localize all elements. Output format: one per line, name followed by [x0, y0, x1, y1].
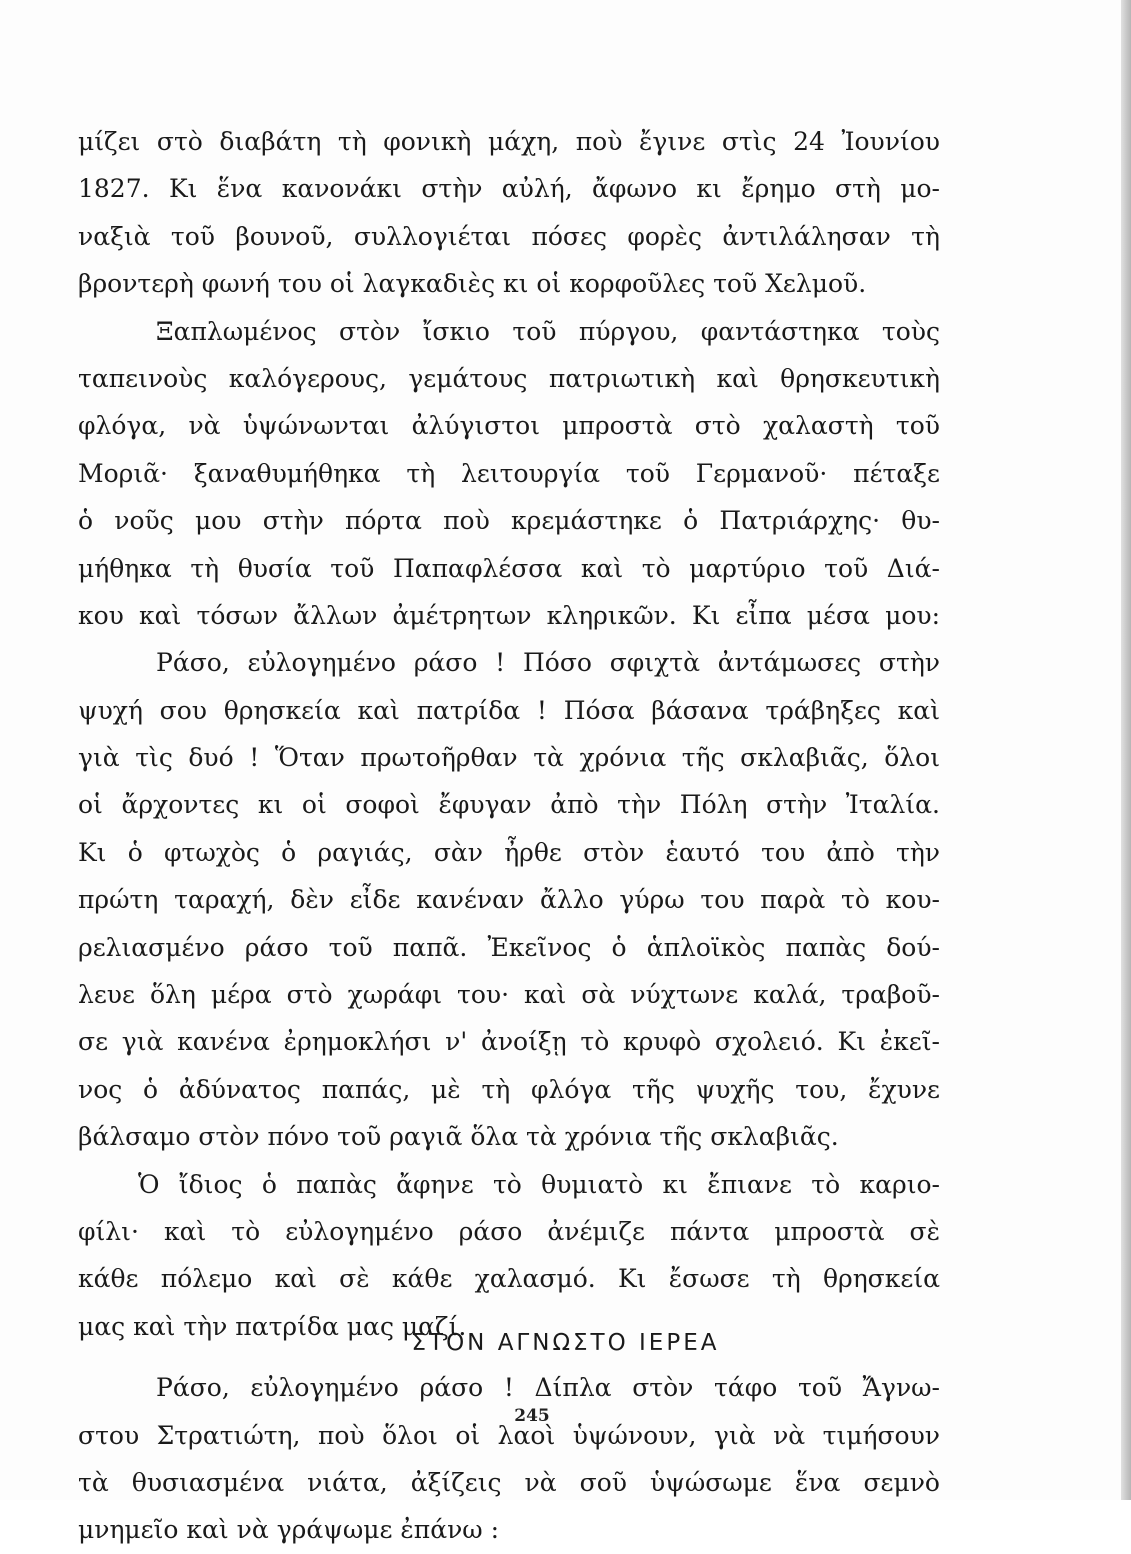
text-line: πρώτη ταραχή, δὲν εἶδε κανέναν ἄλλο γύρω του παρὰ τὸ κου-: [78, 885, 940, 915]
text-line: ρελιασμένο ράσο τοῦ παπᾶ. Ἐκεῖνος ὁ ἁπλοϊκὸς παπὰς δού-: [78, 932, 940, 962]
text-line: τὰ θυσιασμένα νιάτα, ἀξίζεις νὰ σοῦ ὑψώσωμε ἕνα σεμνὸ: [78, 1467, 940, 1497]
text-line: ὁ νοῦς μου στὴν πόρτα ποὺ κρεμάστηκε ὁ Πατριάρχης· θυ-: [78, 506, 940, 536]
page-edge-shadow: [1121, 0, 1131, 1500]
text-line: κάθε πόλεμο καὶ σὲ κάθε χαλασμό. Κι ἔσωσε τὴ θρησκεία: [78, 1264, 940, 1294]
text-line: ναξιὰ τοῦ βουνοῦ, συλλογιέται πόσες φορὲς ἀντιλάλησαν τὴ: [78, 221, 940, 251]
text-line: βροντερὴ φωνή του οἱ λαγκαδιὲς κι οἱ κορφοῦλες τοῦ Χελμοῦ.: [78, 269, 867, 299]
text-line: λευε ὅλη μέρα στὸ χωράφι του· καὶ σὰ νύχτωνε καλά, τραβοῦ-: [78, 980, 940, 1010]
text-line: γιὰ τὶς δυό ! Ὅταν πρωτοῆρθαν τὰ χρόνια τῆς σκλαβιᾶς, ὅλοι: [78, 743, 940, 773]
text-line: μας καὶ τὴν πατρίδα μας μαζί.: [78, 1311, 467, 1341]
text-line: νος ὁ ἀδύνατος παπάς, μὲ τὴ φλόγα τῆς ψυχῆς του, ἔχυνε: [78, 1074, 940, 1104]
text-line: ταπεινοὺς καλόγερους, γεμάτους πατριωτικὴ καὶ θρησκευτικὴ: [78, 363, 940, 393]
text-line: μίζει στὸ διαβάτη τὴ φονικὴ μάχη, ποὺ ἔγινε στὶς 24 Ἰουνίου: [78, 127, 940, 156]
text-line: φίλι· καὶ τὸ εὐλογημένο ράσο ἀνέμιζε πάντα μπροστὰ σὲ: [78, 1216, 940, 1246]
text-line: σε γιὰ κανένα ἐρημοκλήσι ν' ἀνοίξῃ τὸ κρυφὸ σχολειό. Κι ἐκεῖ-: [78, 1027, 940, 1057]
text-line: φλόγα, νὰ ὑψώνωνται ἀλύγιστοι μπροστὰ στὸ χαλαστὴ τοῦ: [78, 411, 940, 441]
text-line: οἱ ἄρχοντες κι οἱ σοφοὶ ἔφυγαν ἀπὸ τὴν Πόλη στὴν Ἰταλία.: [78, 790, 940, 820]
paragraph-start-line: Ράσο, εὐλογημένο ράσο ! Δίπλα στὸν τάφο τοῦ Ἄγνω-: [156, 1373, 940, 1403]
paragraph-start-line: Ράσο, εὐλογημένο ράσο ! Πόσο σφιχτὰ ἀντάμωσες στὴν: [156, 648, 940, 678]
text-line: βάλσαμο στὸν πόνο τοῦ ραγιᾶ ὅλα τὰ χρόνια τῆς σκλαβιᾶς.: [78, 1122, 839, 1152]
text-line: ψυχή σου θρησκεία καὶ πατρίδα ! Πόσα βάσανα τράβηξες καὶ: [78, 695, 940, 725]
text-line: 1827. Κι ἕνα κανονάκι στὴν αὐλή, ἄφωνο κι ἔρημο στὴ μο-: [78, 174, 940, 204]
paragraph-start-line: Ξαπλωμένος στὸν ἴσκιο τοῦ πύργου, φαντάστηκα τοὺς: [156, 316, 940, 346]
text-line: στου Στρατιώτη, ποὺ ὅλοι οἱ λαοὶ ὑψώνουν, γιὰ νὰ τιμήσουν: [78, 1420, 940, 1450]
text-line: Μοριᾶ· ξαναθυμήθηκα τὴ λειτουργία τοῦ Γερμανοῦ· πέταξε: [78, 458, 940, 488]
text-line: κου καὶ τόσων ἄλλων ἀμέτρητων κληρικῶν. Κι εἶπα μέσα μου:: [78, 600, 940, 630]
text-line: μήθηκα τὴ θυσία τοῦ Παπαφλέσσα καὶ τὸ μαρτύριο τοῦ Διά-: [78, 553, 940, 583]
text-line: μνημεῖο καὶ νὰ γράψωμε ἐπάνω :: [78, 1515, 500, 1545]
inscription: ΣΤΟΝ ΑΓΝΩΣΤΟ ΙΕΡΕΑ: [411, 1330, 720, 1356]
paragraph-start-line: Ὁ ἴδιος ὁ παπὰς ἄφηνε τὸ θυμιατὸ κι ἔπιανε τὸ καριο-: [138, 1169, 940, 1199]
page-number: 245: [514, 1406, 550, 1426]
text-line: Κι ὁ φτωχὸς ὁ ραγιάς, σὰν ἦρθε στὸν ἑαυτό του ἀπὸ τὴν: [78, 837, 940, 867]
